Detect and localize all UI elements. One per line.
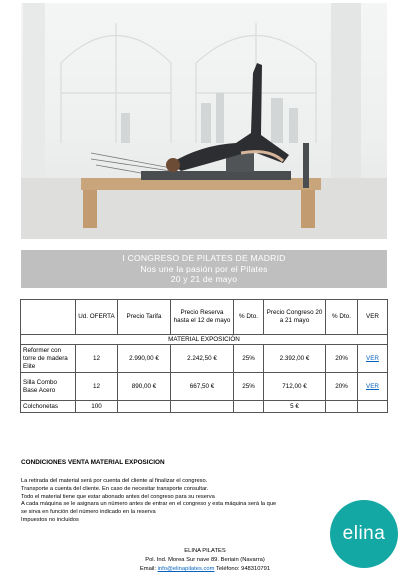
header-reservation-price: Precio Reserva hasta el 12 de mayo <box>171 300 234 335</box>
table-row <box>21 401 388 413</box>
table-header-row <box>21 300 388 335</box>
banner-dates: 20 y 21 de mayo <box>170 274 238 284</box>
company-name: ELINA PILATES <box>184 548 226 554</box>
email-link[interactable]: info@elinapilates.com <box>157 566 215 572</box>
section-row <box>21 335 388 345</box>
condition-line: Transporte a cuenta del cliente. En caso de necesitar transporte consultar. <box>21 485 209 492</box>
tariff-cell: 890,00 € <box>118 373 171 401</box>
price-table <box>20 299 388 413</box>
logo-text: elina <box>342 523 386 544</box>
discount-1-cell: 25% <box>234 373 264 401</box>
units-cell: 100 <box>76 401 118 413</box>
product-name: Silla Combo Base Acero <box>21 373 76 401</box>
congress-cell: 5 € <box>264 401 326 413</box>
discount-2-cell: 20% <box>326 345 358 373</box>
tariff-cell: 2.990,00 € <box>118 345 171 373</box>
units-cell: 12 <box>76 373 118 401</box>
product-name: Reformer con torre de madera Elite <box>21 345 76 373</box>
congress-cell: 712,00 € <box>264 373 326 401</box>
section-title: MATERIAL EXPOSICIÓN <box>21 335 388 345</box>
header-blank <box>21 300 76 335</box>
condition-line: se sirva en función del número indicado en la reserva <box>21 509 156 516</box>
phone-text: Teléfono: 948310791 <box>215 566 271 572</box>
discount-1-cell <box>234 401 264 413</box>
congress-cell: 2.392,00 € <box>264 345 326 373</box>
condition-line: La retirada del material será por cuenta del cliente al finalizar el congreso. <box>21 478 208 484</box>
header-discount-2: % Dto. <box>326 300 358 335</box>
tariff-cell <box>118 401 171 413</box>
table-row <box>21 373 388 401</box>
conditions-list <box>21 478 326 525</box>
banner-title: I CONGRESO DE PILATES DE MADRID <box>122 253 286 263</box>
pilates-reformer-illustration <box>21 3 387 239</box>
discount-2-cell <box>326 401 358 413</box>
product-name: Colchonetas <box>21 401 76 413</box>
view-link[interactable]: VER <box>366 382 379 390</box>
header-congress-price: Precio Congreso 20 a 21 mayo <box>264 300 326 335</box>
reservation-cell <box>171 401 234 413</box>
view-cell <box>358 401 388 413</box>
units-cell: 12 <box>76 345 118 373</box>
hero-photo <box>21 3 387 239</box>
condition-line: Todo el material tiene que estar abonado antes del congreso para su reserva <box>21 493 215 500</box>
company-footer <box>120 547 290 574</box>
view-cell <box>358 373 388 401</box>
header-view: VER <box>358 300 388 335</box>
header-tariff-price: Precio Tarifa <box>118 300 171 335</box>
reservation-cell: 667,50 € <box>171 373 234 401</box>
congress-banner <box>21 250 387 288</box>
header-discount-1: % Dto. <box>234 300 264 335</box>
conditions-title: CONDICIONES VENTA MATERIAL EXPOSICION <box>21 459 165 466</box>
header-units: Ud. OFERTA <box>76 300 118 335</box>
condition-line: A cada máquina se le asignara un número antes de entrar en el congreso y esta máquina será la que <box>21 501 277 508</box>
discount-2-cell: 20% <box>326 373 358 401</box>
discount-1-cell: 25% <box>234 345 264 373</box>
elina-logo <box>330 500 398 568</box>
reservation-cell: 2.242,50 € <box>171 345 234 373</box>
condition-line: Impuestos no incluidos <box>21 516 79 523</box>
view-link[interactable]: VER <box>366 354 379 362</box>
company-address: Pol. Ind. Morea Sur nave 89. Beriain (Navarra) <box>145 557 265 563</box>
banner-subtitle: Nos une la pasión por el Pilates <box>140 263 268 274</box>
view-cell <box>358 345 388 373</box>
email-label: Email: <box>139 566 156 572</box>
contact-line <box>120 565 290 574</box>
table-row <box>21 345 388 373</box>
